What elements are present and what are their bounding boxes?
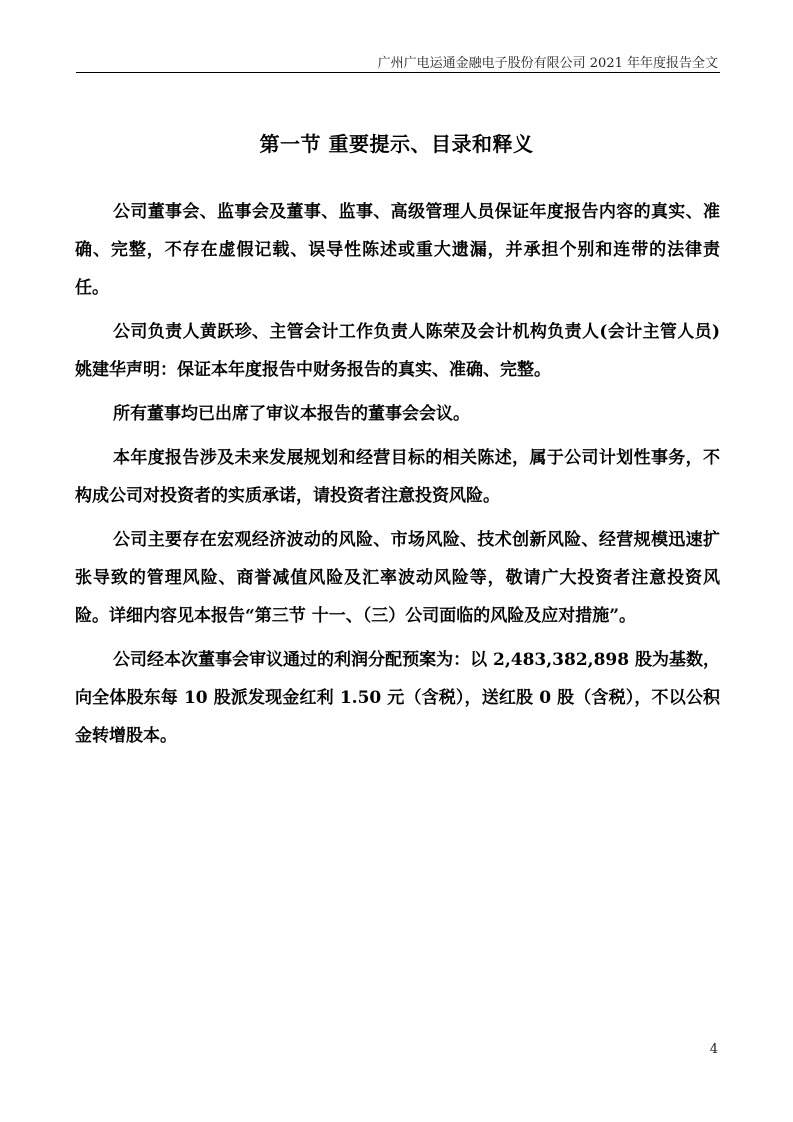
running-header: 广州广电运通金融电子股份有限公司 2021 年年度报告全文 — [377, 56, 718, 71]
paragraph-board-attendance: 所有董事均已出席了审议本报告的董事会会议。 — [113, 404, 470, 424]
page-number: 4 — [709, 1042, 718, 1057]
body-text — [75, 193, 720, 761]
paragraph-forward-looking: 本年度报告涉及未来发展规划和经营目标的相关陈述，属于公司计划性事务，不构成公司对投资者的实质承诺，请投资者注意投资风险。 — [75, 448, 720, 506]
paragraph-risks: 公司主要存在宏观经济波动的风险、市场风险、技术创新风险、经营规模迅速扩张导致的管理风险、商誉减值风险及汇率波动风险等，敬请广大投资者注意投资风险。详细内容见本报告“第三节 十一、（三）公司面临的风险及应对措施”。 — [75, 530, 720, 626]
paragraph-board-guarantee: 公司董事会、监事会及董事、监事、高级管理人员保证年度报告内容的真实、准确、完整，不存在虚假记载、误导性陈述或重大遗漏，并承担个别和连带的法律责任。 — [75, 202, 720, 298]
section-title: 第一节 重要提示、目录和释义 — [259, 132, 534, 156]
header-divider — [76, 72, 720, 73]
paragraph-responsible-persons: 公司负责人黄跃珍、主管会计工作负责人陈荣及会计机构负责人(会计主管人员)姚建华声明：保证本年度报告中财务报告的真实、准确、完整。 — [75, 322, 720, 380]
paragraph-profit-distribution: 公司经本次董事会审议通过的利润分配预案为：以 2,483,382,898 股为基数，向全体股东每 10 股派发现金红利 1.50 元（含税），送红股 0 股（含税），不以公积金转增股本。 — [75, 650, 720, 746]
